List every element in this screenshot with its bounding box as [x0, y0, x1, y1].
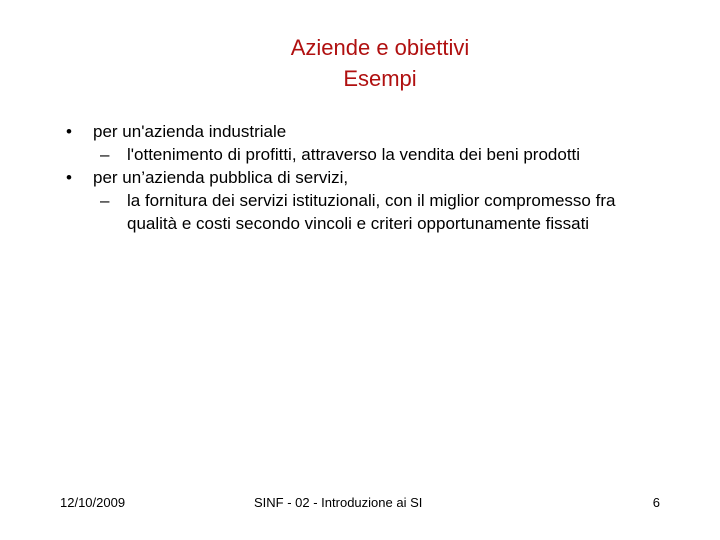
bullet-marker: • — [66, 122, 72, 141]
slide-title-line-2: Esempi — [343, 66, 417, 91]
sub-bullet-marker: – — [100, 191, 110, 210]
slide-title-line-1: Aziende e obiettivi — [290, 35, 470, 60]
bullet-list — [0, 120, 720, 235]
footer-title: SINF - 02 - Introduzione ai SI — [254, 495, 423, 510]
bullet-text: per un'azienda industriale — [93, 122, 287, 141]
bullet-text: per un’azienda pubblica di servizi, — [93, 168, 349, 187]
footer-date: 12/10/2009 — [60, 495, 126, 510]
sub-bullet-text: la fornitura dei servizi istituzionali, con il miglior compromesso fra qualità e costi secondo vincoli e criteri opportunamente fissati — [127, 191, 616, 233]
bullet-marker: • — [66, 168, 72, 187]
slide-title — [0, 32, 720, 94]
sub-bullet-item — [0, 189, 667, 235]
bullet-item — [0, 120, 720, 143]
page-number: 6 — [652, 495, 660, 510]
sub-bullet-marker: – — [100, 145, 110, 164]
bullet-item — [0, 166, 720, 189]
sub-bullet-text: l'ottenimento di profitti, attraverso la vendita dei beni prodotti — [127, 145, 581, 164]
sub-bullet-item — [0, 143, 667, 166]
